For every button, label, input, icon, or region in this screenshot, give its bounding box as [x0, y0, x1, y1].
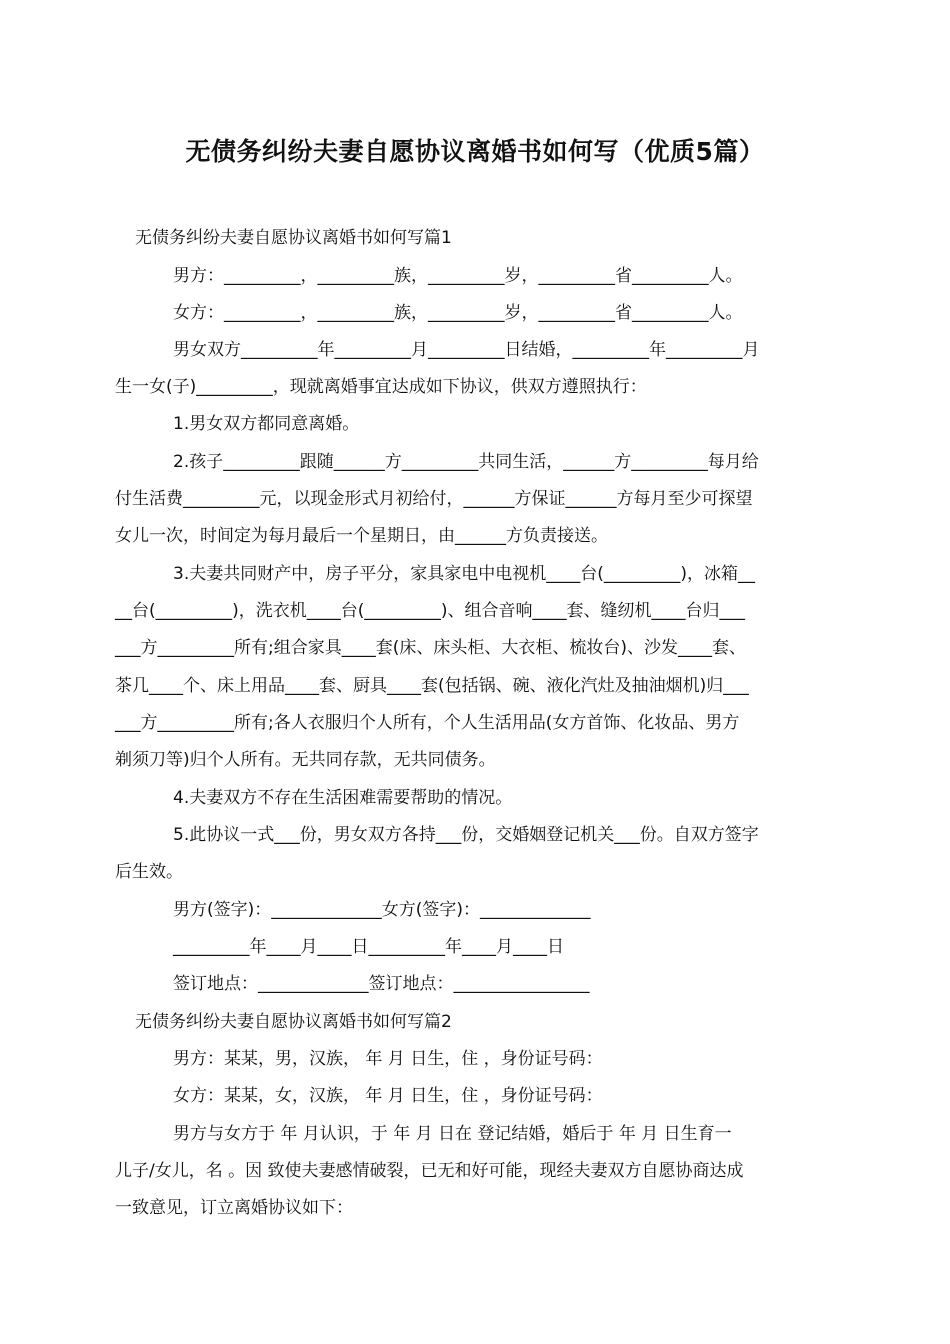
- paragraph-line: 2.孩子_________跟随______方_________共同生活，______方_________每月给: [173, 452, 759, 472]
- paragraph-line: 生一女(子)_________，现就离婚事宜达成如下协议，供双方遵照执行：: [115, 377, 647, 397]
- paragraph-line: 一致意见，订立离婚协议如下：: [115, 1198, 353, 1218]
- paragraph-line: 女儿一次，时间定为每月最后一个星期日，由______方负责接送。: [115, 526, 608, 546]
- paragraph-line: 男方：某某，男，汉族， 年 月 日生，住 ，身份证号码：: [173, 1049, 603, 1069]
- date-line: _________年____月____日_________年____月____日: [173, 937, 564, 957]
- location-line: 签订地点：_____________签订地点：________________: [173, 974, 590, 994]
- section-heading-2: 无债务纠纷夫妻自愿协议离婚书如何写篇2: [135, 1012, 452, 1032]
- signature-line: 男方(签字)：_____________女方(签字)：_____________: [173, 900, 591, 920]
- paragraph-line: 3.夫妻共同财产中，房子平分，家具家电中电视机____台(_________)，冰箱__: [173, 564, 755, 584]
- paragraph-line: 茶几____个、床上用品____套、厨具____套(包括锅、碗、液化汽灶及抽油烟机)归___: [115, 676, 749, 696]
- paragraph-line: 1.男女双方都同意离婚。: [173, 414, 360, 434]
- paragraph-line: 女方：_________，_________族，_________岁，_________省_________人。: [173, 303, 743, 323]
- paragraph-line: 剃须刀等)归个人所有。无共同存款，无共同债务。: [115, 750, 496, 770]
- paragraph-line: ___方_________所有;组合家具____套(床、床头柜、大衣柜、梳妆台)、沙发____套、: [115, 638, 746, 658]
- paragraph-line: 4.夫妻双方不存在生活困难需要帮助的情况。: [173, 788, 513, 808]
- paragraph-line: 后生效。: [115, 862, 183, 882]
- paragraph-line: 5.此协议一式___份，男女双方各持___份，交婚姻登记机关___份。自双方签字: [173, 825, 759, 845]
- paragraph-line: 付生活费_________元，以现金形式月初给付，______方保证______方每月至少可探望: [115, 489, 753, 509]
- paragraph-line: 男方：_________，_________族，_________岁，_________省_________人。: [173, 266, 743, 286]
- paragraph-line: ___方_________所有;各人衣服归个人所有，个人生活用品(女方首饰、化妆品、男方: [115, 713, 740, 733]
- document-title: 无债务纠纷夫妻自愿协议离婚书如何写（优质5篇）: [185, 137, 765, 166]
- section-heading-1: 无债务纠纷夫妻自愿协议离婚书如何写篇1: [135, 228, 452, 248]
- paragraph-line: 儿子/女儿，名 。因 致使夫妻感情破裂，已无和好可能，现经夫妻双方自愿协商达成: [115, 1161, 744, 1181]
- paragraph-line: __台(_________)，洗衣机____台(_________)、组合音响____套、缝纫机____台归___: [115, 601, 746, 621]
- paragraph-line: 男女双方_________年_________月_________日结婚，_________年_________月: [173, 340, 760, 360]
- paragraph-line: 女方：某某，女，汉族， 年 月 日生，住 ，身份证号码：: [173, 1086, 603, 1106]
- paragraph-line: 男方与女方于 年 月认识，于 年 月 日在 登记结婚，婚后于 年 月 日生育一: [173, 1124, 732, 1144]
